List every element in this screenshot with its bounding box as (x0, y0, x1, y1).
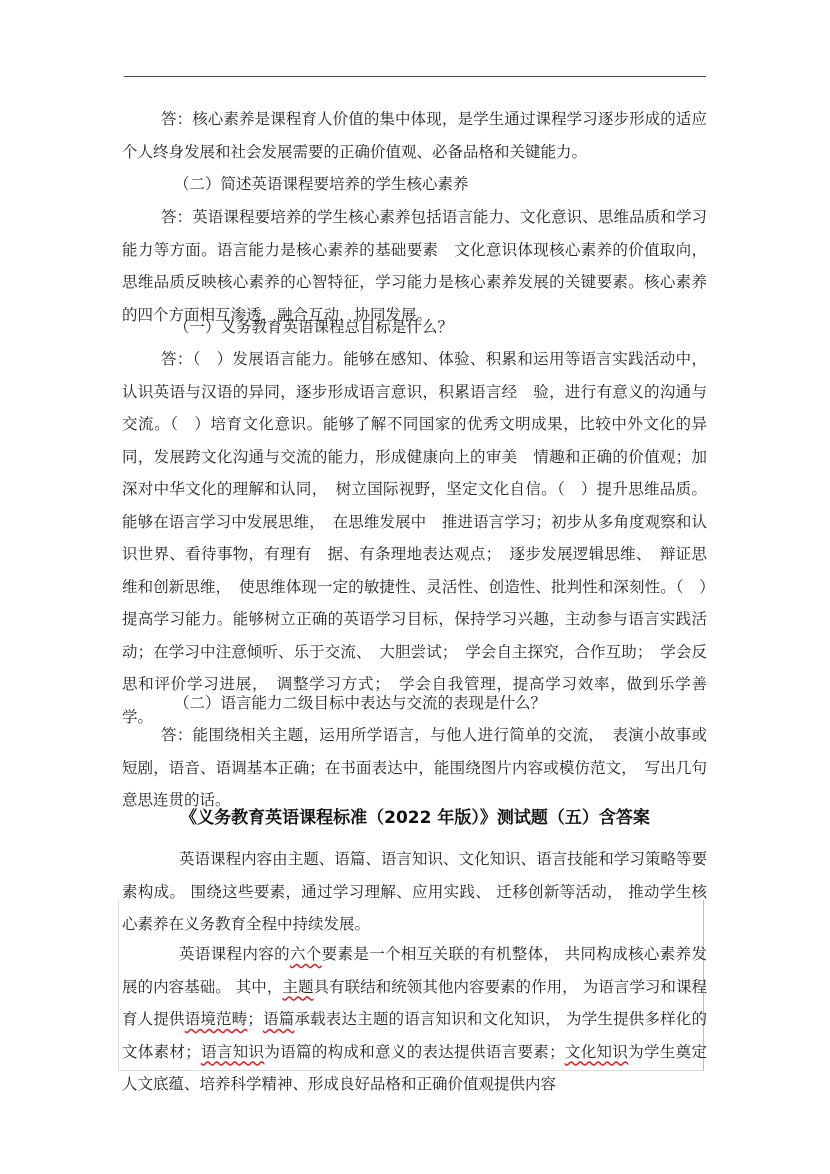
header-rule (124, 76, 706, 77)
squiggle-discourse: 语篇 (262, 1010, 295, 1028)
intro-paragraph: 英语课程内容由主题、语篇、语言知识、文化知识、语言技能和学习策略等要素构成。 围绕这些要素，通过学习理解、应用实践、 迁移创新等活动， 推动学生核心素养在义务教育全程中持续发展。 (122, 850, 707, 933)
squiggle-six: 六个 (289, 945, 322, 963)
answer-core-literacy: 答：核心素养是课程育人价值的集中体现，是学生通过课程学习逐步形成的适应个人终身发展和社会发展需要的正确价值观、必备品格和关键能力。 (122, 110, 707, 161)
answer-expression-communication: 答：能围绕相关主题，运用所学语言，与他人进行简单的交流， 表演小故事或短剧，语音、语调基本正确；在书面表达中，能围绕图片内容或模仿范文， 写出几句意思连贯的话。 (122, 726, 707, 809)
question-2b-heading: （二）语言能力二级目标中表达与交流的表现是什么？ (174, 694, 547, 712)
squiggle-context: 语境范畴 (184, 1010, 248, 1028)
answer-core-literacy-components: 答：英语课程要培养的学生核心素养包括语言能力、文化意识、思维品质和学习能力等方面。语言能力是核心素养的基础要素 文化意识体现核心素养的价值取向，思维品质反映核心素养的心智特征，学习能力是核心素养发展的关键要素。核心素养的四个方面相互渗透，融合互动，协同发展。 (122, 208, 707, 324)
page-title: 《义务教育英语课程标准（2022 年版）》测试题（五）含答案 (180, 808, 650, 828)
content-elements-paragraph: 英语课程内容的六个要素是一个相互关联的有机整体， 共同构成核心素养发展的内容基础。 其中，主题具有联结和统领其他内容要素的作用， 为语言学习和课程育人提供语境范畴；语篇承载表达主题的语言知识和文化知识， 为学生提供多样化的文体素材；语言知识为语篇的构成和意义的表达提供语言要素；文化知识为学生奠定人文底蕴、培养科学精神、形成良好品格和正确价值观提供内容 (122, 945, 707, 1093)
answer-overall-goals: 答：（ ）发展语言能力。能够在感知、体验、积累和运用等语言实践活动中，认识英语与汉语的异同，逐步形成语言意识，积累语言经 验，进行有意义的沟通与交流。（ ）培育文化意识。能够了解不同国家的优秀文明成果，比较中外文化的异同，发展跨文化沟通与交流的能力，形成健康向上的审美 情趣和正确的价值观；加深对中华文化的理解和认同， 树立国际视野，坚定文化自信。（ ）提升思维品质。能够在语言学习中发展思维， 在思维发展中 推进语言学习；初步从多角度观察和认识世界、看待事物，有理有 据、有条理地表达观点； 逐步发展逻辑思维、 辩证思维和创新思维， 使思维体现一定的敏捷性、灵活性、创造性、批判性和深刻性。（ ）提高学习能力。能够树立正确的英语学习目标，保持学习兴趣，主动参与语言实践活动；在学习中注意倾听、乐于交流、 大胆尝试； 学会自主探究，合作互助； 学会反思和评价学习进展， 调整学习方式； 学会自我管理，提高学习效率，做到乐学善学。 (122, 350, 707, 726)
squiggle-cultural-knowledge: 文化知识 (564, 1042, 629, 1061)
question-1-heading: （一）义务教育英语课程总目标是什么？ (174, 318, 454, 336)
squiggle-language-knowledge: 语言知识 (200, 1042, 265, 1061)
squiggle-theme: 主题 (282, 977, 314, 996)
question-2-heading: （二）简述英语课程要培养的学生核心素养 (174, 175, 469, 193)
